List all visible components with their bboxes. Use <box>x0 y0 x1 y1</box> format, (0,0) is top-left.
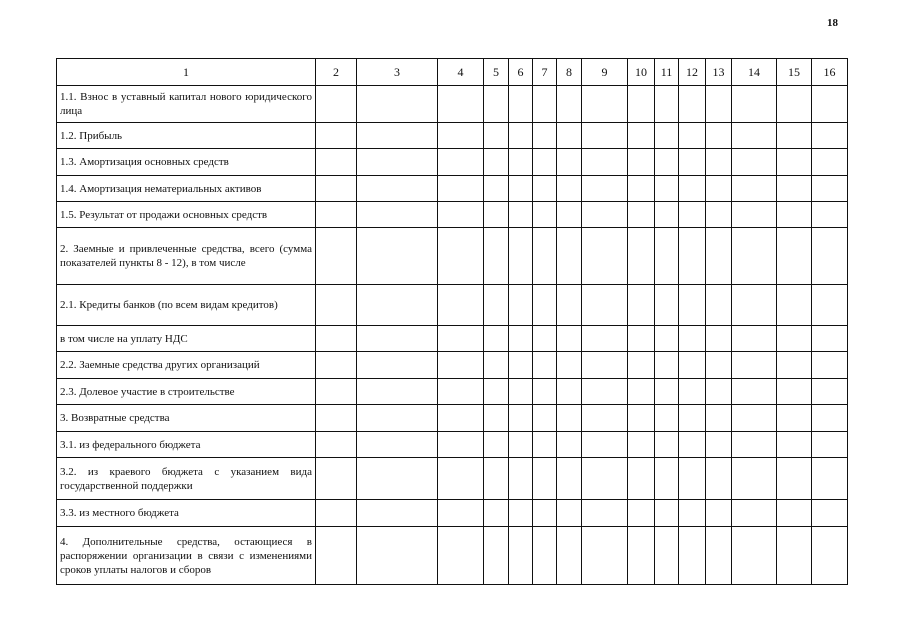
table-cell <box>628 86 655 123</box>
column-header-11: 11 <box>655 59 679 86</box>
table-cell <box>509 149 533 176</box>
table-cell <box>655 123 679 149</box>
table-row <box>57 458 848 500</box>
table-cell <box>484 123 509 149</box>
table-cell <box>679 202 706 228</box>
column-header-3: 3 <box>357 59 438 86</box>
table-cell <box>357 405 438 432</box>
table-cell <box>777 202 812 228</box>
table-row <box>57 405 848 432</box>
table-cell <box>679 228 706 285</box>
table-cell <box>557 432 582 458</box>
table-cell <box>706 326 732 352</box>
table-cell <box>484 149 509 176</box>
table-cell <box>509 527 533 585</box>
table-cell <box>557 527 582 585</box>
column-header-9: 9 <box>582 59 628 86</box>
table-cell <box>655 228 679 285</box>
table-cell <box>357 228 438 285</box>
table-cell <box>557 228 582 285</box>
table-cell <box>655 285 679 326</box>
table-cell <box>357 202 438 228</box>
table-cell <box>777 86 812 123</box>
table-cell <box>706 123 732 149</box>
table-cell <box>706 500 732 527</box>
table-cell <box>509 202 533 228</box>
table-cell <box>582 458 628 500</box>
table-cell <box>582 432 628 458</box>
table-cell <box>812 202 848 228</box>
table-cell <box>557 202 582 228</box>
table-cell <box>655 86 679 123</box>
table-cell <box>655 379 679 405</box>
table-cell <box>484 285 509 326</box>
table-cell <box>777 326 812 352</box>
column-header-5: 5 <box>484 59 509 86</box>
table-cell <box>812 149 848 176</box>
table-row <box>57 379 848 405</box>
table-cell <box>438 432 484 458</box>
table-cell <box>582 500 628 527</box>
table-cell <box>509 458 533 500</box>
table-cell <box>357 500 438 527</box>
table-cell <box>484 228 509 285</box>
table-cell <box>655 500 679 527</box>
row-label: 2.2. Заемные средства других организаций <box>57 352 316 379</box>
table-cell <box>777 458 812 500</box>
table-cell <box>777 527 812 585</box>
table-cell <box>438 149 484 176</box>
table-cell <box>679 176 706 202</box>
table-cell <box>533 432 557 458</box>
table-cell <box>484 326 509 352</box>
table-cell <box>732 458 777 500</box>
table-cell <box>812 123 848 149</box>
table-cell <box>812 326 848 352</box>
table-row <box>57 86 848 123</box>
table-cell <box>706 86 732 123</box>
table-cell <box>316 500 357 527</box>
table-cell <box>706 432 732 458</box>
column-header-12: 12 <box>679 59 706 86</box>
table-cell <box>533 123 557 149</box>
table-cell <box>706 352 732 379</box>
table-row <box>57 432 848 458</box>
table-cell <box>509 228 533 285</box>
table-cell <box>777 123 812 149</box>
table-cell <box>557 176 582 202</box>
table-cell <box>628 527 655 585</box>
table-cell <box>628 149 655 176</box>
table-cell <box>357 285 438 326</box>
table-cell <box>679 352 706 379</box>
table-cell <box>357 326 438 352</box>
row-label: 3.2. из краевого бюджета с указанием вида государственной поддержки <box>57 458 316 500</box>
table-cell <box>533 458 557 500</box>
row-label: 1.3. Амортизация основных средств <box>57 149 316 176</box>
table-cell <box>655 202 679 228</box>
table-cell <box>812 500 848 527</box>
table-cell <box>777 285 812 326</box>
table-cell <box>706 458 732 500</box>
table-cell <box>679 405 706 432</box>
table-cell <box>812 86 848 123</box>
table-cell <box>655 176 679 202</box>
table-cell <box>679 86 706 123</box>
table-cell <box>812 379 848 405</box>
table-cell <box>628 379 655 405</box>
table-cell <box>484 202 509 228</box>
table-cell <box>732 149 777 176</box>
table-cell <box>316 352 357 379</box>
table-cell <box>582 202 628 228</box>
table-cell <box>655 527 679 585</box>
table-cell <box>438 326 484 352</box>
table-cell <box>316 149 357 176</box>
table-cell <box>357 458 438 500</box>
table-cell <box>777 352 812 379</box>
table-cell <box>582 326 628 352</box>
table-cell <box>582 379 628 405</box>
column-header-8: 8 <box>557 59 582 86</box>
table-cell <box>557 379 582 405</box>
table-cell <box>533 86 557 123</box>
table-cell <box>357 176 438 202</box>
table-row <box>57 500 848 527</box>
table-cell <box>777 432 812 458</box>
table-cell <box>777 149 812 176</box>
table-cell <box>655 432 679 458</box>
table-cell <box>582 527 628 585</box>
table-cell <box>357 379 438 405</box>
table-cell <box>533 527 557 585</box>
row-label: 4. Дополнительные средства, остающиеся в распоряжении организации в связи с изменениями сроков уплаты налогов и сборов <box>57 527 316 585</box>
table-cell <box>706 379 732 405</box>
row-label: 3. Возвратные средства <box>57 405 316 432</box>
table-cell <box>357 432 438 458</box>
table-row <box>57 527 848 585</box>
table-cell <box>628 176 655 202</box>
row-label: в том числе на уплату НДС <box>57 326 316 352</box>
row-label: 1.5. Результат от продажи основных средств <box>57 202 316 228</box>
table-row <box>57 123 848 149</box>
table-cell <box>533 379 557 405</box>
table-cell <box>582 86 628 123</box>
table-cell <box>777 228 812 285</box>
column-header-1: 1 <box>57 59 316 86</box>
table-cell <box>628 432 655 458</box>
column-header-4: 4 <box>438 59 484 86</box>
table-cell <box>357 527 438 585</box>
table-cell <box>679 458 706 500</box>
table-cell <box>316 228 357 285</box>
row-label: 2.1. Кредиты банков (по всем видам кредитов) <box>57 285 316 326</box>
table-cell <box>812 228 848 285</box>
table-cell <box>533 228 557 285</box>
table-cell <box>557 123 582 149</box>
table-cell <box>509 123 533 149</box>
table-cell <box>732 405 777 432</box>
table-cell <box>812 405 848 432</box>
table-cell <box>706 405 732 432</box>
table-cell <box>484 432 509 458</box>
table-cell <box>628 123 655 149</box>
table-cell <box>582 123 628 149</box>
page-number: 18 <box>827 17 838 29</box>
header-row <box>57 59 848 86</box>
table-cell <box>438 176 484 202</box>
table-cell <box>732 285 777 326</box>
table-cell <box>484 352 509 379</box>
table-row <box>57 228 848 285</box>
table-cell <box>438 405 484 432</box>
table-cell <box>628 458 655 500</box>
table-cell <box>732 123 777 149</box>
table-cell <box>732 86 777 123</box>
table-cell <box>438 285 484 326</box>
table-cell <box>509 86 533 123</box>
table-cell <box>582 228 628 285</box>
table-cell <box>582 176 628 202</box>
column-header-13: 13 <box>706 59 732 86</box>
column-header-14: 14 <box>732 59 777 86</box>
table-cell <box>628 352 655 379</box>
table-cell <box>438 379 484 405</box>
column-header-2: 2 <box>316 59 357 86</box>
table-cell <box>509 379 533 405</box>
table-cell <box>557 405 582 432</box>
table-cell <box>706 228 732 285</box>
row-label: 2. Заемные и привлеченные средства, всего (сумма показателей пункты 8 - 12), в том числе <box>57 228 316 285</box>
table-cell <box>655 352 679 379</box>
table-cell <box>812 458 848 500</box>
table-cell <box>557 458 582 500</box>
table-cell <box>557 352 582 379</box>
table-cell <box>533 202 557 228</box>
table-cell <box>628 326 655 352</box>
table-cell <box>557 149 582 176</box>
row-label: 2.3. Долевое участие в строительстве <box>57 379 316 405</box>
table-cell <box>812 527 848 585</box>
table-cell <box>732 500 777 527</box>
table-cell <box>557 285 582 326</box>
table-cell <box>706 149 732 176</box>
table-cell <box>357 352 438 379</box>
table-cell <box>679 326 706 352</box>
table-cell <box>679 285 706 326</box>
table-cell <box>732 432 777 458</box>
table-cell <box>509 432 533 458</box>
table-cell <box>655 149 679 176</box>
table-cell <box>655 326 679 352</box>
table-cell <box>316 202 357 228</box>
table-cell <box>316 432 357 458</box>
table-cell <box>557 326 582 352</box>
table-cell <box>509 500 533 527</box>
column-header-16: 16 <box>812 59 848 86</box>
table-cell <box>533 285 557 326</box>
table-row <box>57 285 848 326</box>
table-cell <box>557 86 582 123</box>
table-cell <box>533 326 557 352</box>
table-cell <box>777 176 812 202</box>
table-cell <box>484 86 509 123</box>
table-cell <box>438 202 484 228</box>
table-cell <box>628 228 655 285</box>
table-cell <box>706 285 732 326</box>
table-cell <box>812 352 848 379</box>
table-cell <box>732 527 777 585</box>
table-cell <box>438 123 484 149</box>
table-cell <box>438 527 484 585</box>
table-cell <box>484 500 509 527</box>
table-cell <box>509 326 533 352</box>
table-cell <box>438 352 484 379</box>
table-cell <box>438 228 484 285</box>
table-cell <box>316 123 357 149</box>
table-row <box>57 202 848 228</box>
table-cell <box>357 149 438 176</box>
table-cell <box>628 500 655 527</box>
table-cell <box>316 86 357 123</box>
table-cell <box>679 500 706 527</box>
table-cell <box>316 285 357 326</box>
table-cell <box>777 500 812 527</box>
table-cell <box>655 458 679 500</box>
table-cell <box>533 176 557 202</box>
table-cell <box>812 432 848 458</box>
row-label: 1.4. Амортизация нематериальных активов <box>57 176 316 202</box>
table-cell <box>533 149 557 176</box>
table-cell <box>484 458 509 500</box>
table-cell <box>628 202 655 228</box>
table-cell <box>357 123 438 149</box>
table-cell <box>438 500 484 527</box>
table-cell <box>582 405 628 432</box>
table-cell <box>582 149 628 176</box>
table-cell <box>316 458 357 500</box>
table-cell <box>732 352 777 379</box>
table-cell <box>509 352 533 379</box>
table-cell <box>484 527 509 585</box>
table-cell <box>484 379 509 405</box>
table-cell <box>655 405 679 432</box>
table-row <box>57 176 848 202</box>
table-row <box>57 352 848 379</box>
table-cell <box>582 352 628 379</box>
table-cell <box>484 405 509 432</box>
table-cell <box>732 228 777 285</box>
table-cell <box>357 86 438 123</box>
table-cell <box>706 202 732 228</box>
table-cell <box>679 527 706 585</box>
row-label: 1.1. Взнос в уставный капитал нового юридического лица <box>57 86 316 123</box>
row-label: 1.2. Прибыль <box>57 123 316 149</box>
table-cell <box>316 405 357 432</box>
table-cell <box>628 285 655 326</box>
table-cell <box>316 527 357 585</box>
table-cell <box>706 527 732 585</box>
table-cell <box>509 405 533 432</box>
table-cell <box>777 405 812 432</box>
column-header-15: 15 <box>777 59 812 86</box>
table-cell <box>777 379 812 405</box>
table-cell <box>316 379 357 405</box>
table-row <box>57 149 848 176</box>
table-cell <box>484 176 509 202</box>
table-cell <box>732 326 777 352</box>
column-header-7: 7 <box>533 59 557 86</box>
table-cell <box>533 500 557 527</box>
table-cell <box>679 432 706 458</box>
column-header-6: 6 <box>509 59 533 86</box>
table-cell <box>732 202 777 228</box>
table-cell <box>706 176 732 202</box>
table-cell <box>812 285 848 326</box>
table-cell <box>679 149 706 176</box>
table-cell <box>812 176 848 202</box>
table-cell <box>557 500 582 527</box>
row-label: 3.1. из федерального бюджета <box>57 432 316 458</box>
table-cell <box>438 86 484 123</box>
table-cell <box>316 176 357 202</box>
row-label: 3.3. из местного бюджета <box>57 500 316 527</box>
table-cell <box>533 352 557 379</box>
table-cell <box>509 176 533 202</box>
table-cell <box>316 326 357 352</box>
table-cell <box>679 379 706 405</box>
table-cell <box>732 176 777 202</box>
table-cell <box>732 379 777 405</box>
table-cell <box>582 285 628 326</box>
table-cell <box>679 123 706 149</box>
column-header-10: 10 <box>628 59 655 86</box>
table-cell <box>438 458 484 500</box>
table-cell <box>509 285 533 326</box>
table-row <box>57 326 848 352</box>
table-cell <box>533 405 557 432</box>
table-cell <box>628 405 655 432</box>
form-table <box>56 58 848 585</box>
